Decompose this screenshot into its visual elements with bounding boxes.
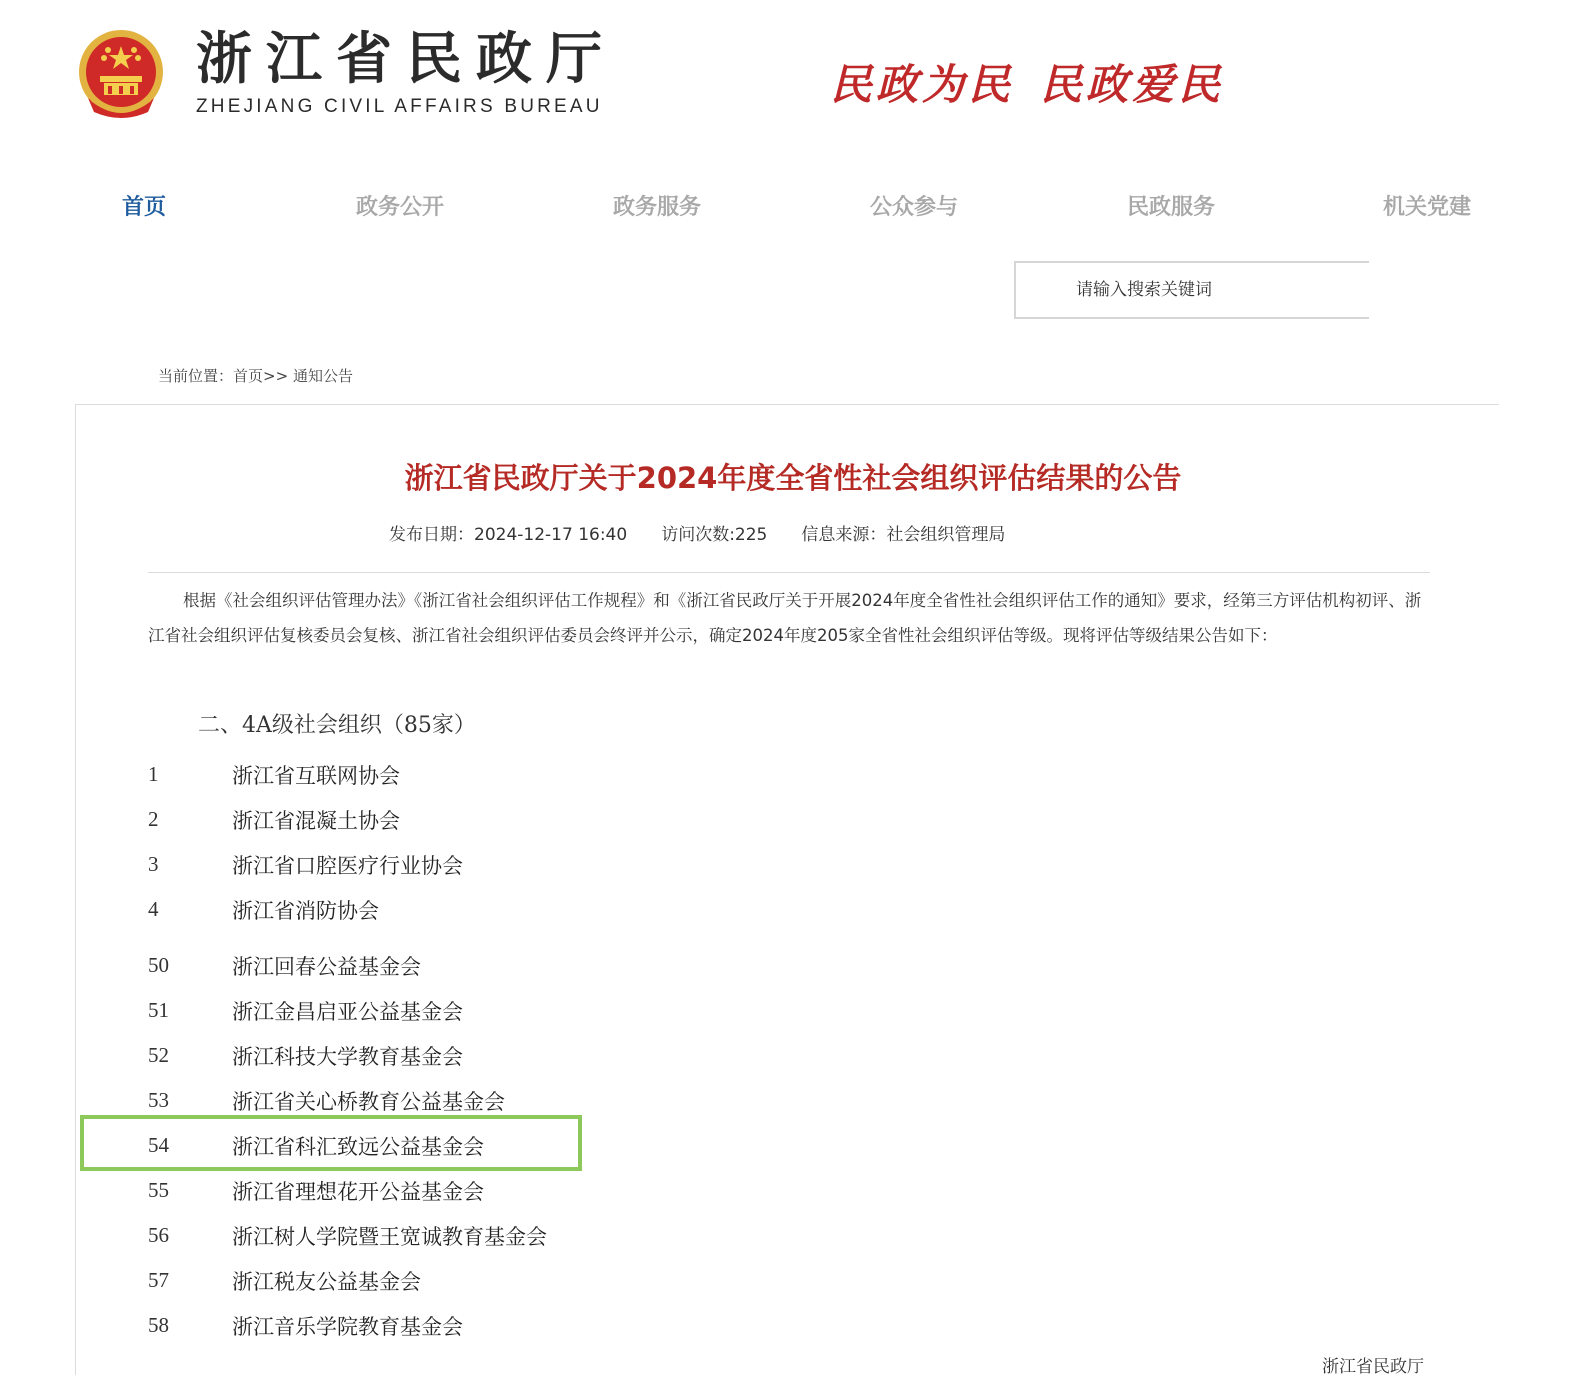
highlight-box [80, 1115, 582, 1171]
national-emblem-icon[interactable] [78, 28, 164, 120]
breadcrumb [158, 365, 353, 386]
nav-item-gov-affairs-open[interactable]: 政务公开 [356, 195, 445, 220]
site-header [0, 0, 1586, 150]
article-title: 浙江省民政厅关于2024年度全省性社会组织评估结果的公告 [404, 461, 1182, 495]
slogan-part-2: 民政爱民 [1040, 60, 1225, 109]
org-number: 3 [148, 852, 159, 876]
nav-item-gov-services[interactable]: 政务服务 [613, 195, 702, 220]
slogan [830, 52, 1250, 112]
list-item [148, 756, 948, 798]
article-meta [389, 520, 1039, 545]
org-name: 浙江树人学院暨王宽诚教育基金会 [232, 1225, 547, 1249]
slogan-part-1: 民政为民 [830, 60, 1015, 109]
org-number: 58 [148, 1313, 169, 1337]
org-number: 53 [148, 1088, 169, 1112]
org-name: 浙江省科汇致远公益基金会 [232, 1135, 484, 1159]
list-item [148, 801, 948, 843]
list-item [148, 1262, 948, 1304]
list-item [148, 947, 948, 989]
org-name: 浙江音乐学院教育基金会 [232, 1315, 463, 1339]
org-name: 浙江省互联网协会 [232, 764, 400, 788]
breadcrumb-home-link[interactable]: 首页 [233, 367, 264, 385]
site-subtitle: ZHEJIANG CIVIL AFFAIRS BUREAU [196, 96, 603, 117]
org-name: 浙江税友公益基金会 [232, 1270, 421, 1294]
nav-item-home[interactable]: 首页 [122, 195, 167, 220]
org-name: 浙江科技大学教育基金会 [232, 1045, 463, 1069]
section-heading: 二、4A级社会组织（85家） [198, 713, 476, 738]
org-name: 浙江省消防协会 [232, 899, 379, 923]
org-number: 2 [148, 807, 159, 831]
breadcrumb-current[interactable]: 通知公告 [292, 367, 353, 385]
nav-item-party-building[interactable]: 机关党建 [1383, 195, 1472, 220]
list-item [148, 992, 948, 1034]
org-number: 54 [148, 1133, 169, 1157]
list-item [148, 846, 948, 888]
org-number: 56 [148, 1223, 169, 1247]
org-number: 1 [148, 762, 159, 786]
org-name: 浙江省口腔医疗行业协会 [232, 854, 463, 878]
divider [148, 572, 1430, 573]
org-name: 浙江金昌启亚公益基金会 [232, 1000, 463, 1024]
search-box [1014, 261, 1369, 319]
article-intro: 根据《社会组织评估管理办法》《浙江省社会组织评估工作规程》和《浙江省民政厅关于开展2024年度全省性社会组织评估工作的通知》要求，经第三方评估机构初评、浙江省社会组织评估复核委员会复核、浙江省社会组织评估委员会终评并公示，确定2024年度205家全省性社会组织评估等级。现将评估等级结果公告如下： [148, 591, 1422, 645]
breadcrumb-prefix: 当前位置： [158, 367, 234, 385]
org-name: 浙江回春公益基金会 [232, 955, 421, 979]
nav-item-public-participation[interactable]: 公众参与 [870, 195, 959, 220]
main-nav [0, 190, 1586, 230]
info-source: 信息来源：社会组织管理局 [801, 525, 1006, 545]
org-number: 50 [148, 953, 169, 977]
list-item [148, 1217, 948, 1259]
org-number: 52 [148, 1043, 169, 1067]
publish-date: 发布日期：2024-12-17 16:40 [389, 525, 628, 545]
nav-item-civil-services[interactable]: 民政服务 [1127, 195, 1216, 220]
org-number: 51 [148, 998, 169, 1022]
list-item [148, 1037, 948, 1079]
org-name: 浙江省理想花开公益基金会 [232, 1180, 484, 1204]
org-number: 55 [148, 1178, 169, 1202]
search-input[interactable] [1016, 263, 1369, 317]
site-title: 浙江省民政厅 [196, 26, 616, 92]
list-item [148, 1307, 948, 1349]
list-item [148, 1172, 948, 1214]
org-name: 浙江省关心桥教育公益基金会 [232, 1090, 505, 1114]
visit-count: 访问次数:225 [661, 525, 768, 545]
footer-signature: 浙江省民政厅 [1322, 1357, 1424, 1377]
org-name: 浙江省混凝土协会 [232, 809, 400, 833]
org-number: 57 [148, 1268, 169, 1292]
breadcrumb-separator: >> [263, 367, 289, 385]
list-item [148, 891, 948, 933]
org-number: 4 [148, 897, 159, 921]
